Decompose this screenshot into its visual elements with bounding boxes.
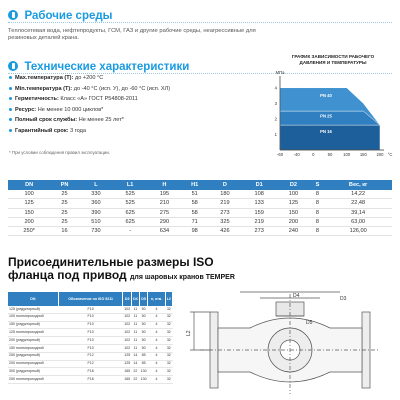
table-cell: 22	[131, 376, 139, 384]
spec-value: до +200 °С	[74, 75, 104, 81]
table-cell: 125 (редукторный)	[8, 306, 58, 313]
iso-title-small: для шаровых кранов TEMPER	[129, 273, 235, 281]
work-title: Рабочие среды	[24, 10, 113, 22]
table-cell: 510	[79, 217, 113, 226]
spec-value: до -40 °С (исп. У), до -60 °С (исп. ХЛ)	[73, 85, 171, 92]
table-cell: 11	[131, 329, 139, 337]
spec-value: Класс «А» ГОСТ Р54808-2011	[60, 96, 138, 103]
table-cell: 11	[131, 337, 139, 345]
spec-label: Гарантийный срок:	[15, 127, 69, 134]
table-cell: 32	[165, 321, 172, 329]
x-tick-label: -60	[276, 152, 284, 157]
table-cell: 250 полнопроходной	[8, 376, 58, 384]
table-cell: 8	[311, 217, 325, 226]
table-cell: 150	[276, 208, 310, 217]
series-label: PN 16	[320, 128, 332, 134]
table-cell: 8	[311, 227, 325, 236]
dimensions-table	[8, 180, 392, 236]
table-cell: 32	[165, 337, 172, 345]
label-d4: D4	[293, 293, 300, 299]
iso-header-cell: D5	[139, 292, 147, 306]
flange-drawing	[180, 290, 396, 398]
dims-header-cell: DN	[8, 180, 50, 190]
spec-label: Герметичность:	[15, 96, 59, 103]
table-cell: 130	[139, 376, 147, 384]
bullet-icon	[9, 97, 12, 100]
label-l2: L2	[186, 330, 192, 336]
table-cell: 50	[139, 321, 147, 329]
table-cell: 4	[148, 306, 165, 313]
spec-value: 3 года	[70, 127, 87, 134]
y-tick-label: 4	[274, 85, 277, 91]
iso-header-cell: D4	[131, 292, 139, 306]
table-cell: 14,22	[324, 190, 392, 199]
table-cell: F16	[58, 376, 123, 384]
table-row	[8, 190, 392, 199]
dims-header-cell: D2	[276, 180, 310, 190]
table-cell: 180	[208, 190, 242, 199]
table-cell: 25	[50, 208, 79, 217]
table-cell: 100	[8, 190, 50, 199]
table-cell: 16	[50, 227, 79, 236]
table-cell: 11	[131, 321, 139, 329]
table-cell: 32	[165, 329, 172, 337]
spec-item	[9, 94, 249, 105]
spec-item	[9, 115, 249, 126]
iso-title-line2	[8, 269, 235, 285]
table-cell: 240	[276, 227, 310, 236]
table-cell: 4	[148, 368, 165, 376]
table-cell: 130	[139, 368, 147, 376]
table-cell: 625	[113, 208, 147, 217]
table-cell: 63,00	[324, 217, 392, 226]
dims-header-cell: PN	[50, 180, 79, 190]
table-cell: 525	[113, 199, 147, 208]
table-cell: 25	[50, 217, 79, 226]
table-cell: 125	[276, 199, 310, 208]
x-tick-label: 150	[359, 152, 367, 157]
table-cell: 126,00	[324, 227, 392, 236]
dims-header-cell: H1	[182, 180, 208, 190]
table-cell: 85	[139, 360, 147, 368]
table-cell: 50	[139, 337, 147, 345]
table-row	[8, 352, 173, 360]
bullet-icon	[9, 76, 12, 79]
table-cell: 50	[139, 313, 147, 321]
table-cell: 102	[123, 306, 131, 313]
table-cell: 51	[182, 190, 208, 199]
table-cell: 4	[148, 352, 165, 360]
table-cell: 426	[208, 227, 242, 236]
x-tick-label: 200	[376, 152, 384, 157]
table-cell: 71	[182, 217, 208, 226]
table-cell: 32	[165, 368, 172, 376]
table-cell: 32	[165, 352, 172, 360]
iso-title-line1: Присоединительные размеры ISO	[8, 255, 214, 269]
table-cell: 58	[182, 208, 208, 217]
table-cell: 525	[113, 190, 147, 199]
table-cell: F12	[58, 352, 123, 360]
table-cell: F10	[58, 337, 123, 345]
table-cell: 300 (редукторный)	[8, 368, 58, 376]
table-cell: 32	[165, 360, 172, 368]
table-cell: 634	[147, 227, 181, 236]
spec-label: Min.температура (T):	[15, 85, 73, 92]
bullet-icon	[9, 129, 12, 132]
table-cell: 8	[311, 199, 325, 208]
graph-title-line: ДАВЛЕНИЯ И ТЕМПЕРАТУРЫ	[299, 59, 367, 65]
table-cell: 4	[148, 376, 165, 384]
x-tick-label: 100	[343, 152, 351, 157]
table-cell: 125 полнопроходной	[8, 329, 58, 337]
graph-title-line: ГРАФИК ЗАВИСИМОСТИ РАБОЧЕГО	[291, 54, 375, 59]
divider	[8, 22, 392, 23]
dims-header-cell: D	[208, 180, 242, 190]
table-cell: F10	[58, 306, 123, 313]
table-cell: 219	[208, 199, 242, 208]
table-cell: 85	[139, 352, 147, 360]
label-d5: D5	[306, 320, 313, 326]
dims-header-cell: H	[147, 180, 181, 190]
table-row	[8, 329, 173, 337]
table-cell: F10	[58, 321, 123, 329]
table-cell: 32	[165, 376, 172, 384]
dims-header-cell: S	[311, 180, 325, 190]
table-cell: 102	[123, 344, 131, 352]
table-cell: 200 полнопроходной	[8, 360, 58, 368]
table-cell: 133	[242, 199, 276, 208]
table-row	[8, 227, 392, 236]
table-cell: 50	[139, 329, 147, 337]
table-cell: 11	[131, 306, 139, 313]
spec-item	[9, 105, 249, 116]
table-cell: 32	[165, 306, 172, 313]
table-cell: 11	[131, 313, 139, 321]
spec-item	[9, 126, 249, 137]
table-cell: F10	[58, 344, 123, 352]
spec-item	[9, 73, 249, 84]
x-tick-label: 0	[312, 152, 315, 157]
spec-label: Max.температура (T):	[15, 75, 74, 81]
bullet-icon	[9, 108, 12, 111]
table-cell: 8	[311, 208, 325, 217]
table-cell: F12	[58, 360, 123, 368]
dims-header-cell: L	[79, 180, 113, 190]
iso-header-cell: DN	[8, 292, 58, 306]
table-cell: -	[113, 227, 147, 236]
table-cell: 32	[165, 313, 172, 321]
table-cell: 330	[79, 190, 113, 199]
x-tick-label: 50	[327, 152, 333, 157]
bullet-icon	[9, 118, 12, 121]
table-cell: 325	[208, 217, 242, 226]
table-row	[8, 368, 173, 376]
table-cell: 4	[148, 321, 165, 329]
table-cell: 4	[148, 329, 165, 337]
iso-header-cell: L2	[165, 292, 172, 306]
table-cell: 125	[123, 352, 131, 360]
table-cell: 250 (редукторный)	[8, 352, 58, 360]
table-cell: 210	[147, 199, 181, 208]
table-row	[8, 344, 173, 352]
table-cell: 102	[123, 337, 131, 345]
table-cell: 4	[148, 337, 165, 345]
y-tick-label: 2	[274, 116, 277, 122]
table-cell: 730	[79, 227, 113, 236]
table-cell: 150 полнопроходной	[8, 344, 58, 352]
iso-header-cell: n, отв.	[148, 292, 165, 306]
table-cell: 98	[182, 227, 208, 236]
x-tick-label: -40	[293, 152, 300, 157]
y-unit-label: МПа	[275, 70, 285, 75]
table-cell: F16	[58, 368, 123, 376]
tech-note: * При условии соблюдения правил эксплуатации.	[9, 150, 110, 155]
spec-item	[9, 84, 249, 95]
table-cell: 625	[113, 217, 147, 226]
table-cell: 102	[123, 313, 131, 321]
iso-table	[8, 292, 173, 384]
iso-header-cell: D3	[123, 292, 131, 306]
table-cell: 200 (редукторный)	[8, 337, 58, 345]
table-cell: 58	[182, 199, 208, 208]
table-cell: 273	[208, 208, 242, 217]
table-cell: 14	[131, 352, 139, 360]
iso-title	[8, 256, 235, 284]
table-cell: 22	[131, 368, 139, 376]
spec-value: Не менее 10 000 циклов*	[37, 106, 104, 113]
work-text: Теплосетевая вода, нефтепродукты, ГСМ, ГАЗ и другие рабочие среды, неагрессивные для резиновых деталей крана.	[8, 28, 256, 42]
table-row	[8, 360, 173, 368]
table-cell: 125	[123, 360, 131, 368]
bullet-icon	[9, 87, 12, 90]
table-row	[8, 217, 392, 226]
table-cell: F10	[58, 313, 123, 321]
table-row	[8, 337, 173, 345]
table-row	[8, 199, 392, 208]
table-cell: 360	[79, 199, 113, 208]
table-cell: 25	[50, 199, 79, 208]
table-cell: 275	[147, 208, 181, 217]
table-cell: 100	[276, 190, 310, 199]
table-cell: 195	[147, 190, 181, 199]
spec-label: Ресурс:	[15, 106, 37, 113]
dims-header-cell: D1	[242, 180, 276, 190]
info-icon	[8, 10, 18, 20]
graph-title	[270, 54, 396, 65]
dims-header-cell: Вес, кг	[324, 180, 392, 190]
table-cell: F10	[58, 329, 123, 337]
iso-title-big: фланца под привод	[8, 267, 127, 282]
dims-header-cell: L1	[113, 180, 147, 190]
table-cell: 32	[165, 344, 172, 352]
spec-label: Полный срок службы:	[15, 117, 78, 124]
table-cell: 4	[148, 313, 165, 321]
y-tick-label: 3	[274, 100, 277, 106]
table-cell: 14	[131, 360, 139, 368]
table-cell: 150	[8, 208, 50, 217]
table-cell: 250*	[8, 227, 50, 236]
table-cell: 125	[8, 199, 50, 208]
series-label: PN 40	[320, 93, 332, 99]
table-row	[8, 306, 173, 313]
table-cell: 200	[276, 217, 310, 226]
table-cell: 8	[311, 190, 325, 199]
table-row	[8, 313, 173, 321]
table-cell: 159	[242, 208, 276, 217]
table-cell: 50	[139, 306, 147, 313]
table-cell: 150 (редукторный)	[8, 321, 58, 329]
table-cell: 273	[242, 227, 276, 236]
label-d3: D3	[340, 296, 347, 302]
spec-value: Не менее 25 лет*	[78, 117, 124, 124]
table-cell: 290	[147, 217, 181, 226]
table-cell: 22,48	[324, 199, 392, 208]
tech-title: Технические характеристики	[24, 61, 190, 73]
table-cell: 219	[242, 217, 276, 226]
y-tick-label: 1	[274, 131, 277, 137]
spec-list	[9, 73, 249, 137]
table-row	[8, 376, 173, 384]
x-unit-label: °С	[387, 152, 393, 157]
table-cell: 102	[123, 321, 131, 329]
table-cell: 39,14	[324, 208, 392, 217]
table-cell: 50	[139, 344, 147, 352]
table-cell: 200	[8, 217, 50, 226]
table-cell: 25	[50, 190, 79, 199]
table-cell: 165	[123, 376, 131, 384]
iso-header-cell: Обозначение по ISO 5211	[58, 292, 123, 306]
gear-icon	[8, 61, 18, 71]
series-label: PN 25	[320, 113, 332, 119]
table-cell: 4	[148, 360, 165, 368]
table-cell: 4	[148, 344, 165, 352]
table-cell: 390	[79, 208, 113, 217]
table-cell: 108	[242, 190, 276, 199]
table-cell: 11	[131, 344, 139, 352]
table-cell: 165	[123, 368, 131, 376]
table-cell: 102	[123, 329, 131, 337]
pressure-temperature-chart	[266, 70, 396, 162]
table-cell: 100 полнопроходной	[8, 313, 58, 321]
table-row	[8, 321, 173, 329]
table-row	[8, 208, 392, 217]
